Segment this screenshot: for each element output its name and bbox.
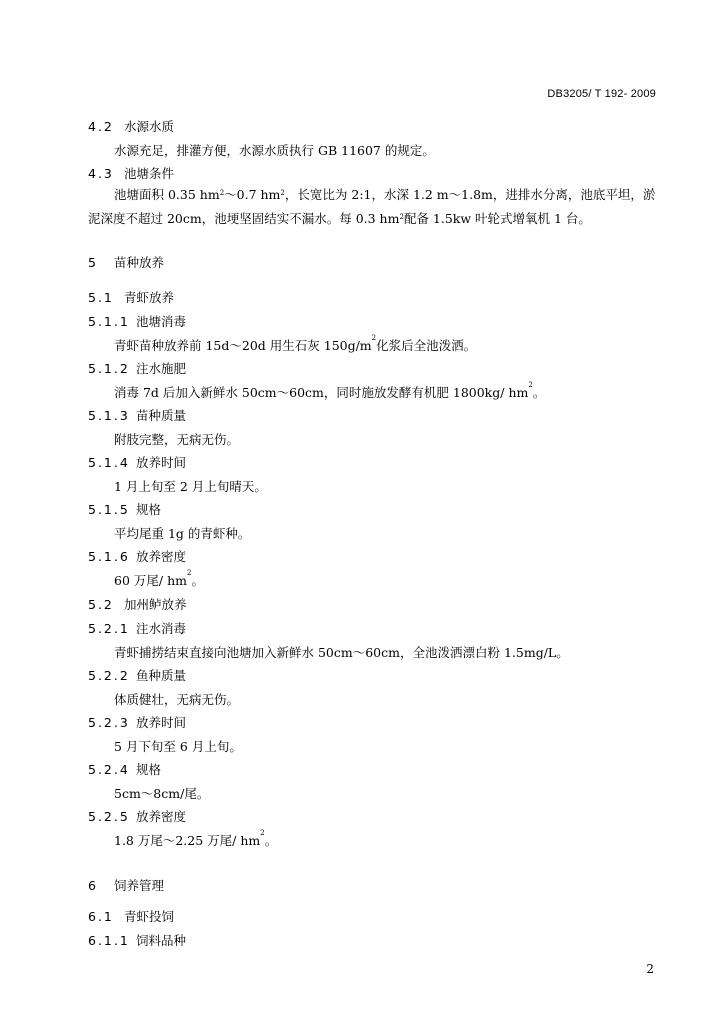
section-title: 鱼种质量 xyxy=(135,668,186,683)
paragraph: 平均尾重 1g 的青虾种。 xyxy=(114,526,251,541)
paragraph: 附肢完整，无病无伤。 xyxy=(114,432,240,447)
section-5-1-heading xyxy=(88,288,174,306)
section-number: 5 xyxy=(88,255,98,270)
section-5-1-6-heading xyxy=(88,547,186,565)
section-5-2-5-heading xyxy=(88,807,186,825)
section-title: 注水施肥 xyxy=(135,361,186,376)
section-number: 5.1.3 xyxy=(88,408,130,423)
section-title: 放养密度 xyxy=(135,809,186,824)
section-number: 5.2.3 xyxy=(88,715,130,730)
section-title: 规格 xyxy=(135,502,161,517)
paragraph: 5 月下旬至 6 月上旬。 xyxy=(114,739,242,754)
section-5-2-2-heading xyxy=(88,666,186,684)
section-title: 放养时间 xyxy=(135,715,186,730)
section-5-1-5-heading xyxy=(88,500,161,518)
chapter-5-heading xyxy=(88,253,164,271)
paragraph-pond-conditions: 池塘面积 0.35 $hm^2\sim 0.7$ $hm^2$，长宽比为 2:1，水深 1.2 m～1.8m，进排水分离，池底平坦，淤泥深度不超过 20cm，池埂坚固结实不漏水。每 0.3 $hm^2$配备 1.5kw 叶轮式增氧机 1 台。 xyxy=(88,187,656,226)
section-number: 5.2 xyxy=(88,597,114,612)
section-title: 加州鲈放养 xyxy=(123,597,187,612)
paragraph: 体质健壮，无病无伤。 xyxy=(114,692,240,707)
section-title: 青虾放养 xyxy=(123,290,174,305)
section-5-1-1-heading xyxy=(88,312,186,330)
section-number: 5.1 xyxy=(88,290,114,305)
section-title: 水源水质 xyxy=(123,119,174,134)
page-number: 2 xyxy=(646,962,654,976)
section-number: 4.2 xyxy=(88,119,114,134)
section-5-1-4-heading xyxy=(88,453,186,471)
paragraph: 消毒 7d 后加入新鲜水 50cm～60cm，同时施放发酵有机肥 1800kg/ $hm^2$。 xyxy=(114,381,546,400)
section-title: 注水消毒 xyxy=(135,621,186,636)
section-number: 5.1.1 xyxy=(88,314,130,329)
section-number: 6.1.1 xyxy=(88,933,130,948)
section-number: 4.3 xyxy=(88,166,114,181)
section-number: 6.1 xyxy=(88,909,114,924)
document-code: DB3205/ T 192- 2009 xyxy=(547,88,656,100)
section-5-1-2-heading xyxy=(88,359,186,377)
section-4-2-heading xyxy=(88,117,174,135)
section-number: 5.1.5 xyxy=(88,502,130,517)
section-title: 青虾投饲 xyxy=(123,909,174,924)
section-title: 池塘条件 xyxy=(123,166,174,181)
paragraph: 5cm～8cm/尾。 xyxy=(114,786,210,801)
section-title: 苗种质量 xyxy=(135,408,186,423)
paragraph: 青虾捕捞结束直接向池塘加入新鲜水 50cm～60cm，全池泼洒漂白粉 1.5mg/L。 xyxy=(114,645,569,660)
section-title: 规格 xyxy=(135,762,161,777)
paragraph: 60 万尾/ $hm^2$。 xyxy=(114,569,204,588)
section-4-3-heading xyxy=(88,164,174,182)
section-number: 5.1.2 xyxy=(88,361,130,376)
section-title: 放养密度 xyxy=(135,549,186,564)
paragraph: 青虾苗种放养前 15d～20d 用生石灰 $150g/m^2$化浆后全池泼洒。 xyxy=(114,334,477,353)
section-title: 饲料品种 xyxy=(135,933,186,948)
section-5-2-1-heading xyxy=(88,619,186,637)
section-title: 池塘消毒 xyxy=(135,314,186,329)
section-number: 5.2.4 xyxy=(88,762,130,777)
section-6-1-1-heading xyxy=(88,931,186,949)
section-5-2-4-heading xyxy=(88,760,161,778)
section-number: 5.1.4 xyxy=(88,455,130,470)
chapter-6-heading xyxy=(88,876,164,894)
section-number: 5.2.1 xyxy=(88,621,130,636)
section-6-1-heading xyxy=(88,907,174,925)
paragraph: 1.8 万尾～2.25 万尾/ $hm^2$。 xyxy=(114,829,278,848)
section-number: 5.2.2 xyxy=(88,668,130,683)
paragraph: 水源充足，排灌方便，水源水质执行 GB 11607 的规定。 xyxy=(114,143,435,158)
section-title: 放养时间 xyxy=(135,455,186,470)
section-number: 5.2.5 xyxy=(88,809,130,824)
section-5-2-3-heading xyxy=(88,713,186,731)
paragraph: 1 月上旬至 2 月上旬晴天。 xyxy=(114,479,267,494)
section-number: 5.1.6 xyxy=(88,549,130,564)
section-5-2-heading xyxy=(88,595,187,613)
section-number: 6 xyxy=(88,878,98,893)
section-5-1-3-heading xyxy=(88,406,186,424)
section-title: 苗种放养 xyxy=(113,255,164,270)
section-title: 饲养管理 xyxy=(113,878,164,893)
